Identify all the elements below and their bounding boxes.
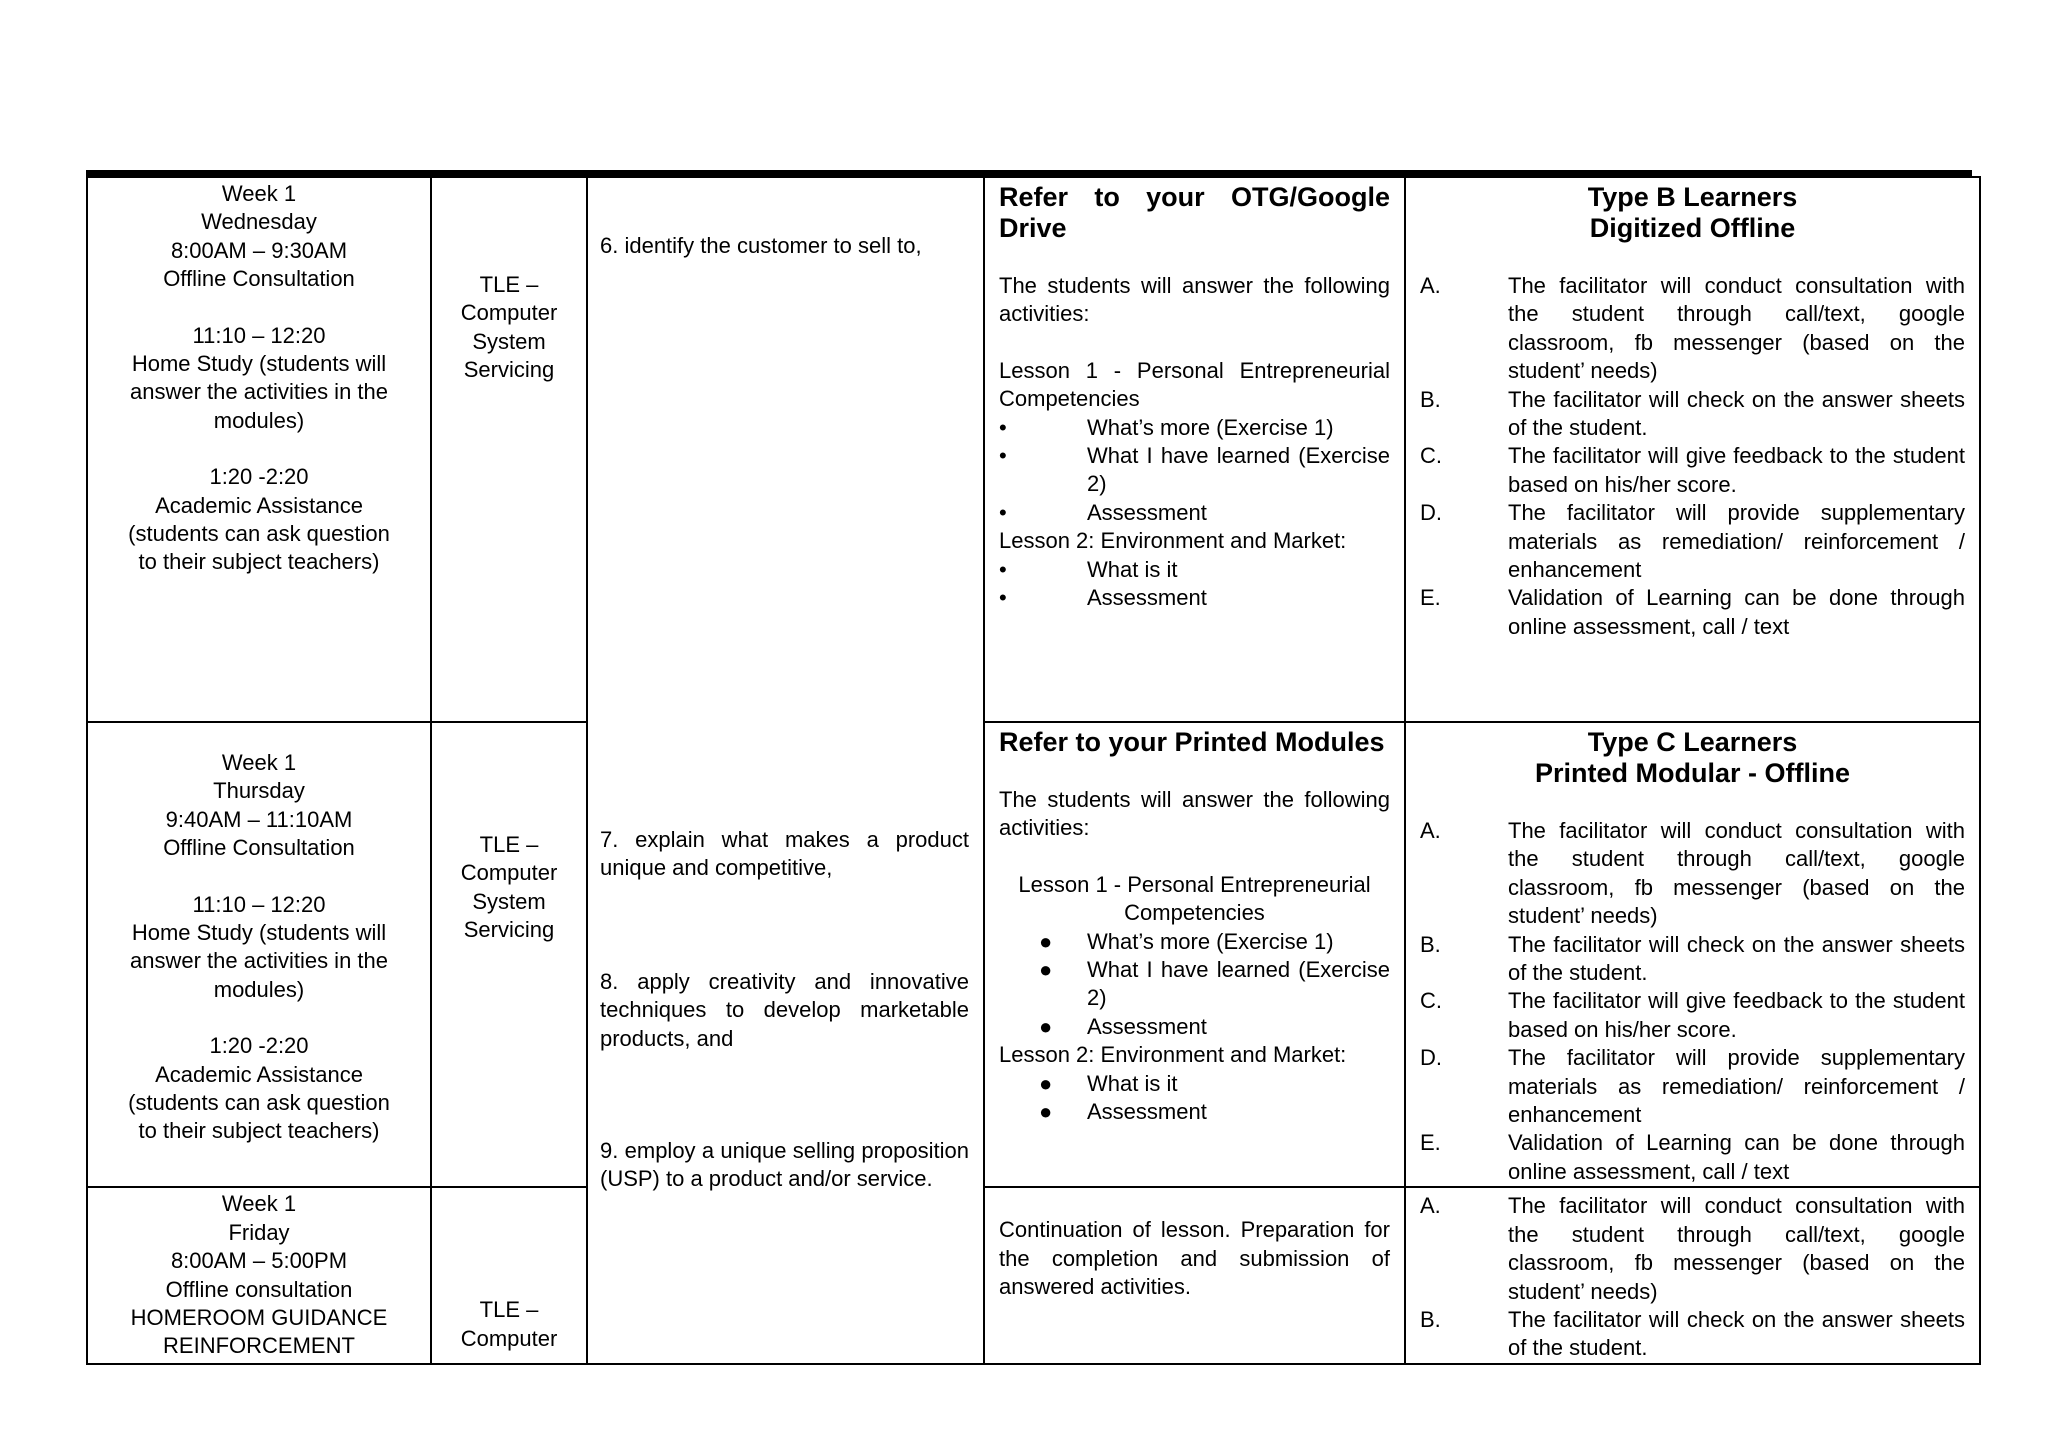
consultation-label: Offline consultation: [165, 1276, 353, 1302]
day-label: Thursday: [213, 778, 305, 804]
list-item: • What is it: [999, 556, 1390, 584]
week-label: Week 1: [221, 750, 297, 775]
resource-cell-wednesday: [984, 177, 1405, 722]
resource-cell-friday: [984, 1187, 1405, 1363]
table-row-wednesday: [87, 177, 1980, 722]
subject-text: Computer: [460, 1325, 558, 1351]
learner-mode-title: Digitized Offline: [1589, 213, 1796, 243]
bullet-icon: •: [999, 556, 1007, 582]
learner-item-a: A. The facilitator will conduct consultation with the student through call/text, google classroom, fb messenger (based on the student’ needs): [1420, 273, 1965, 384]
subject-cell-friday: [431, 1187, 587, 1363]
resource-intro: The students will answer the following activities:: [999, 273, 1390, 327]
bullet-icon: ●: [1039, 957, 1053, 983]
list-item: • Assessment: [999, 499, 1390, 527]
assistance-text: (students can ask question: [128, 1090, 390, 1116]
schedule-cell-friday: [87, 1187, 431, 1363]
time-label: 11:10 – 12:20: [192, 891, 326, 917]
learner-item-e: E. Validation of Learning can be done through online assessment, call / text: [1420, 1130, 1965, 1184]
subject-text: Computer: [460, 300, 558, 326]
subject-text: System: [472, 328, 546, 354]
home-study-text: modules): [213, 976, 305, 1002]
resource-intro: The students will answer the following activities:: [999, 787, 1390, 841]
resource-title: Refer to your OTG/Google Drive: [999, 182, 1390, 243]
time-label: 11:10 – 12:20: [192, 322, 326, 348]
list-item: ● What is it: [1039, 1070, 1390, 1098]
list-item: ● What I have learned (Exercise 2): [1039, 956, 1390, 1013]
bullet-icon: ●: [1039, 1013, 1053, 1039]
home-study-text: answer the activities in the: [129, 379, 389, 405]
list-item: ● Assessment: [1039, 1098, 1390, 1126]
homeroom-label: REINFORCEMENT: [163, 1333, 355, 1359]
learner-type-title: Type C Learners: [1587, 727, 1798, 757]
lesson-2-title: Lesson 2: Environment and Market:: [999, 1042, 1347, 1068]
bullet-icon: •: [999, 443, 1007, 469]
resource-title: Refer to your Printed Modules: [999, 727, 1385, 757]
schedule-cell-wednesday: [87, 177, 431, 722]
bullet-icon: •: [999, 585, 1007, 611]
continuation-text: Continuation of lesson. Preparation for the completion and submission of answered activities.: [999, 1217, 1390, 1300]
home-study-text: answer the activities in the: [129, 948, 389, 974]
list-item: ● Assessment: [1039, 1013, 1390, 1041]
competency-7: 7. explain what makes a product unique and competitive,: [600, 827, 969, 881]
homeroom-label: HOMEROOM GUIDANCE: [130, 1304, 388, 1330]
assistance-text: (students can ask question: [128, 521, 390, 547]
learner-cell-thursday: [1405, 722, 1980, 1187]
learner-item-e: E. Validation of Learning can be done through online assessment, call / text: [1420, 585, 1965, 639]
table-row-friday: [87, 1187, 1980, 1363]
week-label: Week 1: [221, 1191, 297, 1217]
home-study-text: modules): [213, 407, 305, 433]
schedule-cell-thursday: [87, 722, 431, 1187]
learner-type-title: Type B Learners: [1587, 182, 1798, 212]
bullet-icon: ●: [1039, 928, 1053, 954]
consultation-label: Offline Consultation: [163, 835, 355, 861]
learner-cell-friday: [1405, 1187, 1980, 1363]
subject-text: System: [472, 888, 546, 914]
subject-text: TLE –: [479, 832, 539, 857]
bullet-icon: ●: [1039, 1099, 1053, 1125]
subject-text: Servicing: [463, 357, 555, 383]
assistance-text: to their subject teachers): [138, 549, 380, 575]
list-item: ● What’s more (Exercise 1): [1039, 928, 1390, 956]
assistance-text: Academic Assistance: [155, 1061, 363, 1087]
day-label: Friday: [228, 1219, 290, 1245]
consultation-label: Offline Consultation: [163, 266, 355, 292]
day-label: Wednesday: [201, 209, 317, 235]
time-label: 1:20 -2:20: [209, 1033, 309, 1059]
lesson-1-title: Lesson 1 - Personal Entrepreneurial: [1018, 871, 1371, 897]
home-study-text: Home Study (students will: [131, 920, 387, 946]
assistance-text: to their subject teachers): [138, 1118, 380, 1144]
competencies-cell: [587, 177, 984, 1364]
learner-item-d: D. The facilitator will provide supplementary materials as remediation/ reinforcement / enhancement: [1420, 500, 1965, 583]
lesson-1-title: Lesson 1 - Personal Entrepreneurial Competencies: [999, 357, 1390, 412]
time-label: 1:20 -2:20: [209, 464, 309, 490]
learner-item-b: B. The facilitator will check on the answer sheets of the student.: [1420, 1306, 1965, 1361]
bullet-icon: •: [999, 499, 1007, 525]
learner-item-b: B. The facilitator will check on the answer sheets of the student.: [1420, 931, 1965, 986]
subject-text: Computer: [460, 860, 558, 886]
subject-text: Servicing: [463, 917, 555, 943]
learner-mode-title: Printed Modular - Offline: [1535, 758, 1850, 788]
subject-text: TLE –: [479, 1297, 539, 1323]
competency-9: 9. employ a unique selling proposition (USP) to a product and/or service.: [600, 1138, 969, 1192]
bullet-icon: ●: [1039, 1070, 1053, 1096]
bullet-icon: •: [999, 414, 1007, 440]
time-label: 8:00AM – 9:30AM: [170, 237, 348, 263]
learner-item-a: A. The facilitator will conduct consultation with the student through call/text, google classroom, fb messenger (based on the student’ needs): [1420, 1193, 1965, 1304]
subject-text: TLE –: [479, 272, 539, 297]
list-item: • Assessment: [999, 584, 1390, 612]
learner-item-c: C. The facilitator will give feedback to the student based on his/her score.: [1420, 443, 1965, 497]
competency-8: 8. apply creativity and innovative techniques to develop marketable products, and: [600, 969, 969, 1051]
time-label: 9:40AM – 11:10AM: [165, 806, 353, 832]
subject-cell-wednesday: [431, 177, 587, 722]
learner-cell-wednesday: [1405, 177, 1980, 722]
weekly-plan-table: [86, 176, 1981, 1365]
table-row-thursday: [87, 722, 1980, 1187]
list-item: • What I have learned (Exercise 2): [999, 442, 1390, 499]
resource-cell-thursday: [984, 722, 1405, 1187]
week-label: Week 1: [221, 181, 297, 206]
time-label: 8:00AM – 5:00PM: [170, 1248, 348, 1274]
lesson-1-title: Competencies: [1124, 900, 1265, 926]
learner-item-c: C. The facilitator will give feedback to the student based on his/her score.: [1420, 988, 1965, 1042]
home-study-text: Home Study (students will: [131, 351, 387, 377]
subject-cell-thursday: [431, 722, 587, 1187]
assistance-text: Academic Assistance: [155, 492, 363, 518]
learner-item-b: B. The facilitator will check on the answer sheets of the student.: [1420, 386, 1965, 441]
list-item: • What’s more (Exercise 1): [999, 414, 1390, 442]
lesson-2-title: Lesson 2: Environment and Market:: [999, 528, 1347, 554]
learner-item-a: A. The facilitator will conduct consultation with the student through call/text, google classroom, fb messenger (based on the student’ needs): [1420, 818, 1965, 929]
learner-item-d: D. The facilitator will provide supplementary materials as remediation/ reinforcement / enhancement: [1420, 1045, 1965, 1128]
competency-6: 6. identify the customer to sell to,: [600, 233, 922, 258]
